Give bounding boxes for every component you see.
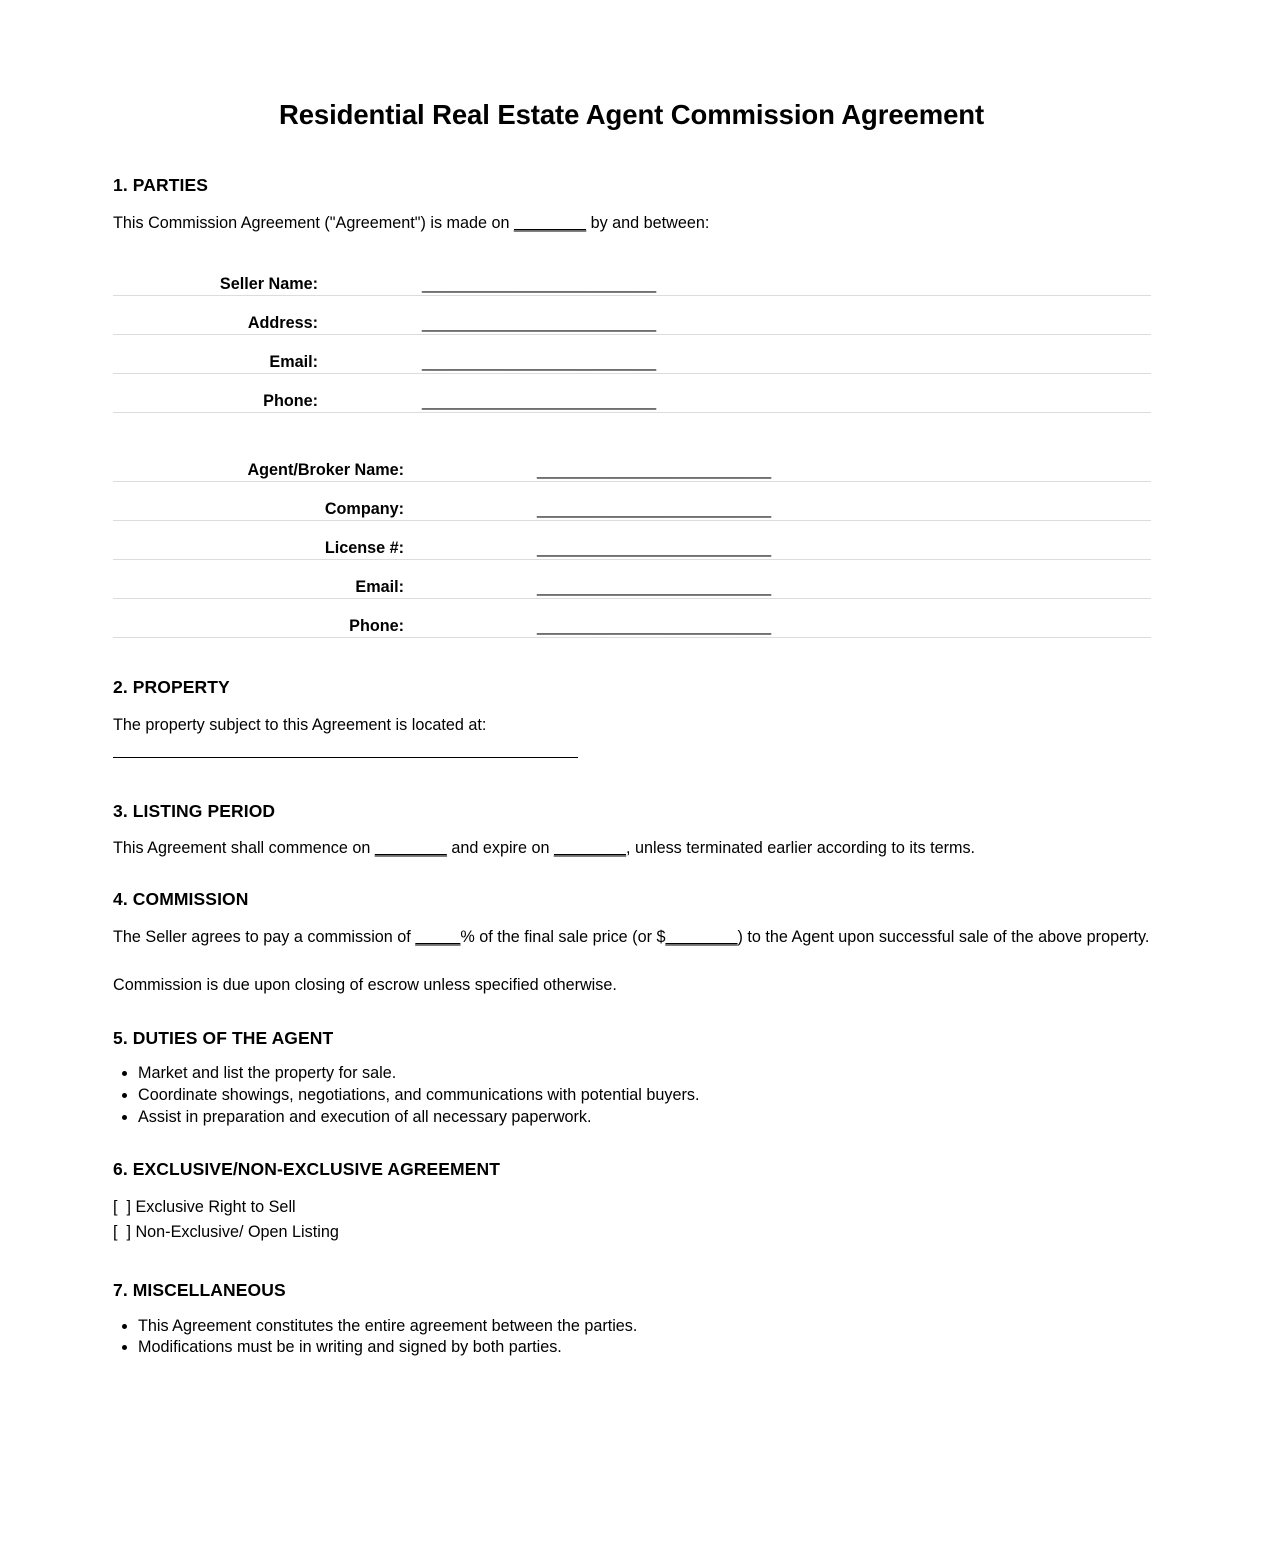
commission-amount-blank[interactable]: ________ <box>665 927 738 946</box>
section-heading-duties: 5. DUTIES OF THE AGENT <box>113 1027 334 1048</box>
seller-info-table <box>113 257 1151 413</box>
agent-license-label: License #: <box>113 520 404 559</box>
listing-period-paragraph <box>113 838 1151 860</box>
listing-commence-date-blank[interactable]: ________ <box>374 839 447 858</box>
seller-name-field[interactable]: __________________________ <box>318 257 1151 296</box>
parties-intro-text-before: This Commission Agreement ("Agreement") is made on <box>113 214 515 233</box>
seller-phone-field[interactable]: __________________________ <box>318 373 1151 412</box>
seller-phone-label: Phone: <box>113 373 318 412</box>
agent-email-field[interactable]: __________________________ <box>404 559 1151 598</box>
listing-period-text-1: This Agreement shall commence on <box>113 839 375 858</box>
checkbox-non-exclusive-open-listing[interactable]: [ ] Non-Exclusive/ Open Listing <box>113 1222 339 1241</box>
list-item: • Modifications must be in writing and signed by both parties. <box>138 1337 1151 1359</box>
document-body <box>113 174 1151 1359</box>
listing-period-text-3: , unless terminated earlier according to its terms. <box>625 839 976 858</box>
list-item: • Coordinate showings, negotiations, and communications with potential buyers. <box>138 1085 1151 1107</box>
section-heading-commission: 4. COMMISSION <box>113 889 249 910</box>
table-row <box>113 334 1151 373</box>
list-item: • Assist in preparation and execution of all necessary paperwork. <box>138 1107 1151 1129</box>
agent-phone-field[interactable]: __________________________ <box>404 598 1151 637</box>
listing-period-text-2: and expire on <box>446 839 554 858</box>
agent-name-label: Agent/Broker Name: <box>113 443 404 482</box>
checkbox-exclusive-right-to-sell[interactable]: [ ] Exclusive Right to Sell <box>113 1197 296 1216</box>
commission-text-1: The Seller agrees to pay a commission of <box>113 927 416 946</box>
listing-expire-date-blank[interactable]: ________ <box>553 839 626 858</box>
list-item: • This Agreement constitutes the entire agreement between the parties. <box>138 1316 1151 1338</box>
section-heading-exclusivity: 6. EXCLUSIVE/NON-EXCLUSIVE AGREEMENT <box>113 1159 501 1180</box>
parties-intro-paragraph <box>113 213 1151 235</box>
agent-name-field[interactable]: __________________________ <box>404 443 1151 482</box>
seller-email-field[interactable]: __________________________ <box>318 334 1151 373</box>
parties-intro-text-after: by and between: <box>586 214 710 233</box>
section-heading-miscellaneous: 7. MISCELLANEOUS <box>113 1280 286 1301</box>
section-heading-parties: 1. PARTIES <box>113 175 209 196</box>
table-row <box>113 481 1151 520</box>
list-item: • Market and list the property for sale. <box>138 1063 1151 1085</box>
table-row <box>113 257 1151 296</box>
agent-duties-list <box>113 1063 1151 1128</box>
commission-text-2: % of the final sale price (or $ <box>460 927 666 946</box>
table-row <box>113 295 1151 334</box>
commission-paragraph <box>113 927 1151 949</box>
page-title: Residential Real Estate Agent Commission Agreement <box>278 99 985 130</box>
section-heading-listing-period: 3. LISTING PERIOD <box>113 800 276 821</box>
parties-date-blank[interactable]: ________ <box>514 214 587 233</box>
seller-address-field[interactable]: __________________________ <box>318 295 1151 334</box>
seller-address-label: Address: <box>113 295 318 334</box>
agent-email-label: Email: <box>113 559 404 598</box>
agent-license-field[interactable]: __________________________ <box>404 520 1151 559</box>
table-row <box>113 559 1151 598</box>
seller-name-label: Seller Name: <box>113 257 318 296</box>
agent-info-table <box>113 443 1151 638</box>
agent-company-field[interactable]: __________________________ <box>404 481 1151 520</box>
table-row <box>113 373 1151 412</box>
section-heading-property: 2. PROPERTY <box>113 676 230 697</box>
miscellaneous-list <box>113 1316 1151 1359</box>
commission-text-3: ) to the Agent upon successful sale of the above property. <box>737 927 1150 946</box>
commission-percent-blank[interactable]: _____ <box>415 927 461 946</box>
commission-escrow-note: Commission is due upon closing of escrow unless specified otherwise. <box>113 975 617 994</box>
property-location-text: The property subject to this Agreement is located at: <box>113 715 487 734</box>
agent-company-label: Company: <box>113 481 404 520</box>
table-row <box>113 598 1151 637</box>
seller-email-label: Email: <box>113 334 318 373</box>
table-row <box>113 520 1151 559</box>
table-row <box>113 443 1151 482</box>
agent-phone-label: Phone: <box>113 598 404 637</box>
